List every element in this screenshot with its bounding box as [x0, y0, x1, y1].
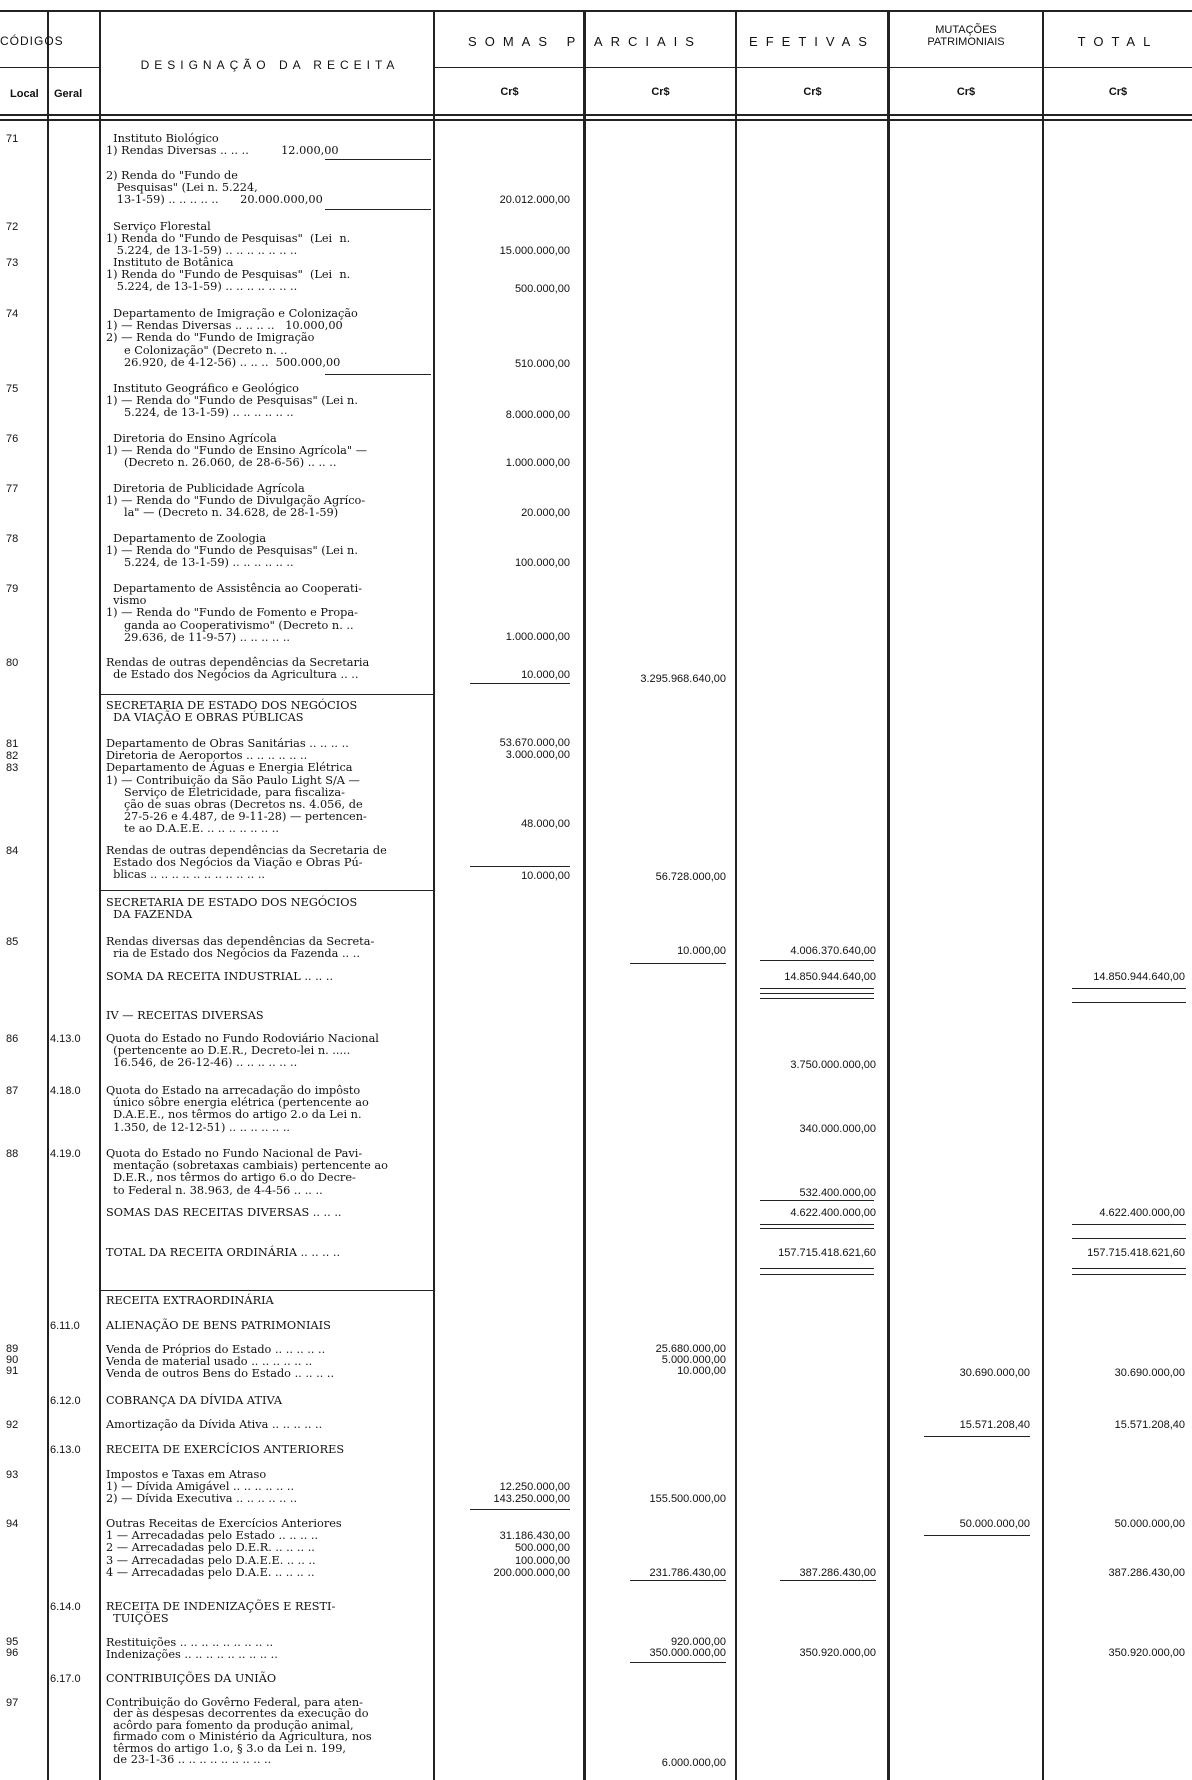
partial-sum-1: 1.000.000,00 [505, 631, 570, 643]
revenue-description: Instituto Biológico 1) Rendas Diversas .. .. .. 12.000,00 2) Renda do "Fundo de Pesquisas" (Lei n. 5.224, 13-1-59) .. .. .. .. .. 20.000.000,00 [106, 132, 339, 207]
designacao-header: DESIGNAÇÃO DA RECEITA [140, 58, 400, 72]
grand-total-label: TOTAL DA RECEITA ORDINÁRIA .. .. .. .. [106, 1246, 341, 1259]
partial-sum-2: 155.500.000,00 [649, 1493, 726, 1506]
underline [780, 1580, 876, 1581]
partial-sum-1: 20.012.000,00 [499, 194, 570, 206]
col-rule [583, 10, 586, 1780]
underline [760, 988, 874, 989]
local-code: 71 [6, 133, 19, 145]
revenue-description: Quota do Estado no Fundo Nacional de Pavi- mentação (sobretaxas cambiais) pertencente ao D.E.R., nos têrmos do artigo 6.o do Decre- to Federal n. 38.963, de 4-4-56 .. .. .. [106, 1147, 388, 1197]
underline [760, 993, 874, 994]
revenue-description: Instituto Geográfico e Geológico 1) — Renda do "Fundo de Pesquisas" (Lei n. 5.224, de 13-1-59) .. .. .. .. .. .. [106, 382, 358, 420]
effective-value: 157.715.418.621,60 [778, 1247, 876, 1259]
general-code: 4.19.0 [50, 1148, 81, 1160]
col-rule [735, 10, 737, 1780]
general-code: 4.13.0 [50, 1033, 81, 1045]
header-bottom-rule [0, 114, 1192, 116]
partial-sum-1: 500.000,00 [514, 283, 570, 295]
underline [760, 1200, 874, 1201]
local-code: 73 [6, 257, 19, 269]
codigos-header-text: CÓDIGOS [0, 34, 64, 48]
general-code: 6.14.0 [50, 1601, 81, 1613]
revenue-description: Rendas de outras dependências da Secretaria de Estado dos Negócios da Agricultura .. .. [106, 656, 370, 682]
section-heading: ALIENAÇÃO DE BENS PATRIMONIAIS [106, 1319, 331, 1332]
general-code: 6.13.0 [50, 1444, 81, 1456]
partial-sum-1: 8.000.000,00 [505, 409, 570, 421]
underline [760, 1268, 874, 1269]
col-rule [99, 10, 101, 1780]
revenue-description: Amortização da Dívida Ativa .. .. .. .. .. [106, 1418, 323, 1431]
partial-sum-1: 15.000.000,00 [499, 245, 570, 257]
local-code: 77 [6, 483, 19, 495]
partial-sum-2: 10.000,00 [677, 945, 726, 957]
local-code: 95 96 [6, 1636, 19, 1659]
mutacoes-header-line1: MUTAÇÕES [935, 24, 997, 36]
currency-label: Cr$ [803, 86, 822, 98]
revenue-description: Departamento de Imigração e Colonização 1) — Rendas Diversas .. .. .. .. 10.000,00 2) — Renda do "Fundo de Imigração e Colonização" (Decreto n. .. 26.920, de 4-12-56) .. .. .. 500.000,00 [106, 307, 358, 369]
section-heading: RECEITA DE INDENIZAÇÕES E RESTI- TUIÇÕES [106, 1600, 336, 1626]
currency-label: Cr$ [651, 86, 670, 98]
currency-label: Cr$ [1108, 86, 1128, 98]
revenue-description: Impostos e Taxas em Atraso 1) — Dívida Amigável .. .. .. .. .. .. 2) — Dívida Executiva .. .. .. .. .. .. [106, 1468, 298, 1506]
currency-label: Cr$ [956, 86, 976, 98]
col-rule [1042, 10, 1044, 1780]
local-code: 75 [6, 383, 19, 395]
section-rule [99, 1290, 433, 1291]
total-value: 350.920.000,00 [1108, 1647, 1185, 1659]
local-code: 84 [6, 845, 19, 857]
revenue-description: Rendas diversas das dependências da Secreta- ria de Estado dos Negócios da Fazenda .. .. [106, 935, 375, 961]
partial-sum-2: 56.728.000,00 [655, 871, 726, 883]
effective-value: 4.006.370.640,00 [790, 945, 876, 957]
section-heading: IV — RECEITAS DIVERSAS [106, 1009, 264, 1022]
effective-value: 387.286.430,00 [799, 1566, 876, 1579]
local-code: 79 [6, 583, 19, 595]
total-value: 50.000.000,00 387.286.430,00 [1108, 1518, 1185, 1579]
mutacoes-header [890, 24, 1042, 48]
partial-sum-1: 53.670.000,00 3.000.000,00 48.000,00 [499, 737, 570, 830]
codigos-header [0, 34, 64, 48]
mutation-value: 50.000.000,00 [959, 1518, 1030, 1530]
local-code: 78 [6, 533, 19, 545]
total-header: TOTAL [1077, 34, 1159, 49]
general-code: 6.12.0 [50, 1395, 81, 1407]
underline [760, 1228, 874, 1229]
general-code: 6.11.0 [50, 1320, 80, 1332]
underline [325, 159, 431, 160]
total-value: 14.850.944.640,00 [1093, 971, 1185, 983]
local-code: 93 [6, 1469, 19, 1481]
header-codigos-rule [0, 67, 99, 68]
partial-sum-1: 100.000,00 [514, 557, 570, 569]
local-code: 86 [6, 1033, 19, 1045]
partial-sum-2: 25.680.000,00 5.000.000,00 10.000,00 [655, 1343, 726, 1377]
revenue-description: Diretoria do Ensino Agrícola 1) — Renda do "Fundo de Ensino Agrícola" — (Decreto n. 26.060, de 28-6-56) .. .. .. [106, 432, 368, 470]
effective-value: 340.000.000,00 [799, 1123, 876, 1135]
revenue-description: Instituto de Botânica 1) Renda do "Fundo de Pesquisas" (Lei n. 5.224, de 13-1-59) .. .. .. .. .. .. .. [106, 256, 351, 294]
underline [325, 209, 431, 210]
effective-value: 3.750.000.000,00 [790, 1059, 876, 1071]
header-bottom-rule-2 [0, 119, 1192, 121]
subtotal-label: SOMA DA RECEITA INDUSTRIAL .. .. .. [106, 970, 334, 983]
geral-header: Geral [54, 88, 83, 100]
partial-sum-2: 231.786.430,00 [649, 1566, 726, 1579]
mutation-value: 30.690.000,00 [959, 1367, 1030, 1379]
revenue-description: Diretoria de Publicidade Agrícola 1) — Renda do "Fundo de Divulgação Agríco- la" — (Decreto n. 34.628, de 28-1-59) [106, 482, 366, 520]
section-heading: COBRANÇA DA DÍVIDA ATIVA [106, 1394, 282, 1407]
header-top-rule [0, 10, 1192, 12]
underline [470, 683, 570, 684]
effective-value: 350.920.000,00 [799, 1647, 876, 1659]
partial-sum-2: 920.000,00 350.000.000,00 [649, 1636, 726, 1659]
section-heading: SECRETARIA DE ESTADO DOS NEGÓCIOS DA FAZENDA [106, 896, 358, 922]
revenue-description: Departamento de Assistência ao Cooperati- vismo 1) — Renda do "Fundo de Fomento e Propa- ganda ao Cooperativismo" (Decreto n. .. 29.636, de 11-9-57) .. .. .. .. .. [106, 582, 363, 644]
total-value: 15.571.208,40 [1114, 1419, 1185, 1431]
revenue-description: Restituições .. .. .. .. .. .. .. .. .. Indenizações .. .. .. .. .. .. .. .. .. [106, 1636, 278, 1662]
col-rule [887, 10, 890, 1780]
subtotal-label: SOMAS DAS RECEITAS DIVERSAS .. .. .. [106, 1206, 342, 1219]
local-code: 85 [6, 936, 19, 948]
section-heading: RECEITA DE EXERCÍCIOS ANTERIORES [106, 1443, 345, 1456]
revenue-description: Contribuição do Govêrno Federal, para aten- der às despesas decorrentes da execução do acôrdo para fomento da produção animal, firmado com o Ministério da Agricultura, nos têrmos do artigo 1.o, § 3.o da Lei n. 199, de 23-1-36 .. .. .. .. .. .. .. .. .. [106, 1696, 372, 1767]
somas-parciais-header: SOMAS P ARCIAIS [468, 34, 702, 49]
revenue-description: Quota do Estado na arrecadação do impôsto único sôbre energia elétrica (pertencente ao D.A.E.E., nos têrmos do artigo 2.o da Lei n. 1.350, de 12-12-51) .. .. .. .. .. .. [106, 1084, 369, 1134]
underline [760, 1274, 874, 1275]
underline [924, 1436, 1030, 1437]
partial-sum-1: 10.000,00 [521, 669, 570, 681]
total-value: 30.690.000,00 [1114, 1367, 1185, 1379]
underline [760, 960, 874, 961]
underline [630, 1662, 726, 1663]
underline [1072, 1274, 1186, 1275]
underline [1072, 1224, 1186, 1225]
section-heading: CONTRIBUIÇÕES DA UNIÃO [106, 1672, 277, 1685]
local-code: 97 [6, 1697, 19, 1709]
partial-sum-1: 510.000,00 [514, 358, 570, 370]
general-code: 6.17.0 [50, 1673, 81, 1685]
section-heading: RECEITA EXTRAORDINÁRIA [106, 1294, 274, 1307]
partial-sum-1: 12.250.000,00 143.250.000,00 [493, 1481, 570, 1506]
underline [325, 374, 431, 375]
local-code: 81 82 83 [6, 738, 19, 774]
effective-value: 14.850.944.640,00 [784, 971, 876, 983]
underline [760, 1224, 874, 1225]
underline [760, 998, 874, 999]
underline [1072, 1238, 1186, 1239]
partial-sum-1: 1.000.000,00 [505, 457, 570, 469]
total-value: 4.622.400.000,00 [1099, 1207, 1185, 1219]
local-code: 94 [6, 1518, 19, 1530]
partial-sum-2: 6.000.000,00 [661, 1757, 726, 1769]
revenue-description: Quota do Estado no Fundo Rodoviário Nacional (pertencente ao D.E.R., Decreto-lei n. ..... 16.546, de 26-12-46) .. .. .. .. .. .. [106, 1032, 379, 1070]
mutation-value: 15.571.208,40 [959, 1419, 1030, 1431]
revenue-description: Departamento de Obras Sanitárias .. .. .. .. Diretoria de Aeroportos .. .. .. .. .. .. Departamento de Águas e Energia Elétrica 1) — Contribuição da São Paulo Light S/A — Serviço de Eletricidade, para fiscaliza- ção de suas obras (Decretos ns. 4.056, de 27-5-26 e 4.487, de 9-11-28) — pertencen- te ao D.A.E.E. .. .. .. .. .. .. .. [106, 737, 367, 836]
col-rule [433, 10, 435, 1780]
underline [470, 1509, 570, 1510]
local-code: 76 [6, 433, 19, 445]
local-code: 88 [6, 1148, 19, 1160]
revenue-description: Serviço Florestal 1) Renda do "Fundo de Pesquisas" (Lei n. 5.224, de 13-1-59) .. .. .. .. .. .. .. [106, 220, 351, 258]
section-rule [99, 890, 433, 891]
underline [924, 1535, 1030, 1536]
revenue-description: Rendas de outras dependências da Secretaria de Estado dos Negócios da Viação e Obras Pú- blicas .. .. .. .. .. .. .. .. .. .. .. [106, 844, 387, 882]
general-code: 4.18.0 [50, 1085, 81, 1097]
mutacoes-header-line2: PATRIMONIAIS [927, 36, 1005, 48]
revenue-description: Venda de Próprios do Estado .. .. .. .. .. Venda de material usado .. .. .. .. .. .. Venda de outros Bens do Estado .. .. .. .. [106, 1343, 335, 1381]
partial-sum-2: 3.295.968.640,00 [640, 673, 726, 685]
underline [1072, 988, 1186, 989]
local-code: 74 [6, 308, 19, 320]
section-heading: SECRETARIA DE ESTADO DOS NEGÓCIOS DA VIAÇÃO E OBRAS PÚBLICAS [106, 699, 358, 725]
section-rule [99, 694, 433, 695]
local-header: Local [10, 88, 39, 100]
local-code: 87 [6, 1085, 19, 1097]
efetivas-header: EFETIVAS [749, 34, 875, 49]
local-code: 92 [6, 1419, 19, 1431]
total-value: 157.715.418.621,60 [1087, 1247, 1185, 1259]
effective-value: 4.622.400.000,00 [790, 1207, 876, 1219]
partial-sum-1: 10.000,00 [521, 870, 570, 882]
underline [1072, 1002, 1186, 1003]
local-code: 72 [6, 221, 19, 233]
underline [1072, 1268, 1186, 1269]
col-rule [47, 10, 49, 1780]
currency-label: Cr$ [500, 86, 519, 98]
partial-sum-1: 31.186.430,00 500.000,00 100.000,00 200.000.000,00 [493, 1530, 570, 1579]
local-code: 89 90 91 [6, 1343, 19, 1377]
partial-sum-1: 20.000,00 [521, 507, 570, 519]
revenue-description: Outras Receitas de Exercícios Anteriores 1 — Arrecadadas pelo Estado .. .. .. .. 2 — Arrecadadas pelo D.E.R. .. .. .. .. 3 — Arrecadadas pelo D.A.E.E. .. .. .. 4 — Arrecadadas pelo D.A.E. .. .. .. .. [106, 1517, 342, 1579]
effective-value: 532.400.000,00 [799, 1187, 876, 1199]
local-code: 80 [6, 657, 19, 669]
header-cols-rule [433, 67, 1192, 68]
underline [630, 963, 726, 964]
underline [630, 1580, 726, 1581]
revenue-description: Departamento de Zoologia 1) — Renda do "Fundo de Pesquisas" (Lei n. 5.224, de 13-1-59) .. .. .. .. .. .. [106, 532, 358, 570]
underline [470, 866, 570, 867]
